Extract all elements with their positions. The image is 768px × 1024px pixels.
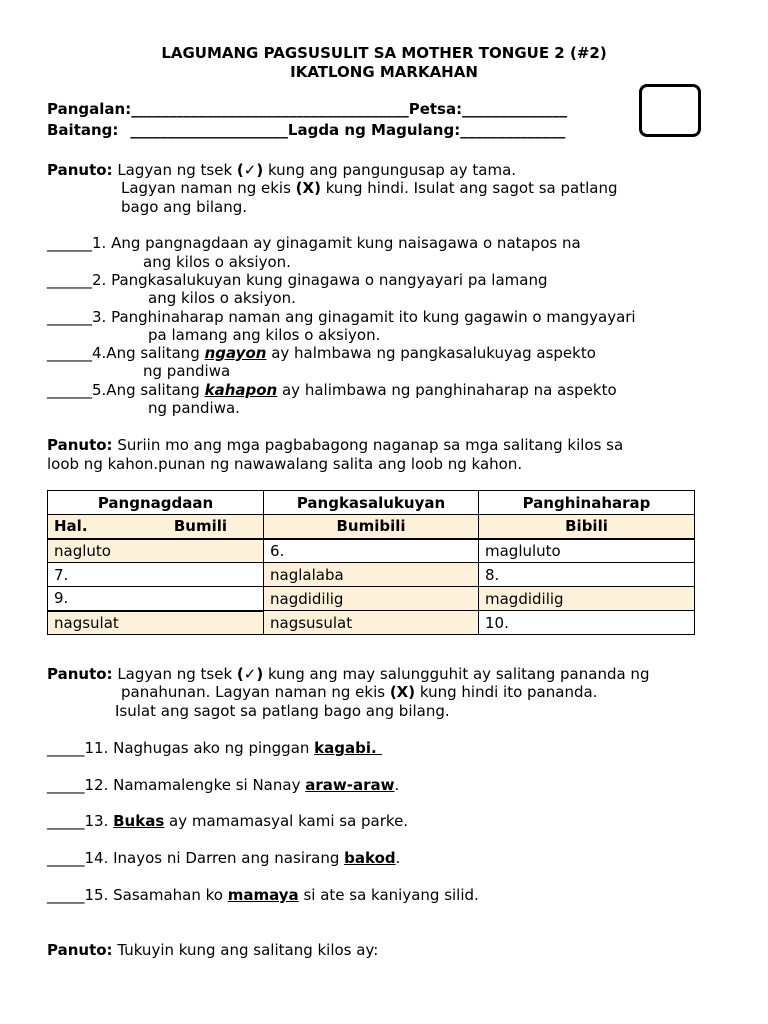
instructions-text: kung ang pangungusap ay tama. — [263, 161, 517, 179]
instructions-2 — [47, 436, 623, 454]
question-text: 4.Ang salitang — [92, 344, 205, 362]
question-12 — [47, 776, 399, 794]
question-text: 11. Naghugas ako ng pinggan — [84, 739, 315, 757]
example-word: Bumili — [173, 517, 227, 536]
table-example-row — [48, 515, 695, 539]
underlined-word: ngayon — [204, 344, 267, 362]
instructions-text: Tukuyin kung ang salitang kilos ay: — [112, 941, 379, 959]
question-text: ay halimbawa ng panghinaharap na aspekto — [277, 381, 617, 399]
answer-blank[interactable]: ______ — [47, 308, 92, 326]
question-2-cont: ang kilos o aksiyon. — [148, 289, 296, 307]
question-13 — [47, 812, 408, 830]
table-cell: nagdidilig — [264, 587, 479, 611]
table-cell-answer[interactable]: 10. — [479, 611, 695, 635]
instructions-text: kung hindi. Isulat ang sagot sa patlang — [320, 179, 618, 197]
question-text: 15. Sasamahan ko — [84, 886, 228, 904]
question-text: . — [394, 776, 400, 794]
answer-blank[interactable]: _____ — [47, 849, 85, 867]
instructions-3-line2 — [121, 683, 597, 701]
instructions-1-line3: bago ang bilang. — [121, 198, 248, 216]
table-cell-answer[interactable]: 9. — [48, 587, 264, 611]
instructions-label: Panuto: — [47, 436, 113, 454]
grade-blank: _____________________ — [130, 121, 288, 139]
underlined-word: kahapon — [204, 381, 278, 399]
table-cell: magluluto — [479, 539, 695, 563]
answer-blank[interactable]: _____ — [47, 776, 85, 794]
underlined-word: bakod — [344, 849, 396, 867]
grade-field — [47, 121, 565, 139]
instructions-text: Lagyan naman ng ekis — [121, 179, 296, 197]
table-row — [48, 611, 695, 635]
question-3-cont: pa lamang ang kilos o aksiyon. — [148, 326, 381, 344]
question-1 — [47, 234, 581, 252]
underlined-word: Bukas — [113, 812, 165, 830]
instructions-text: Lagyan ng tsek — [112, 665, 237, 683]
instructions-label: Panuto: — [47, 941, 113, 959]
table-cell: naglalaba — [264, 563, 479, 587]
table-cell-answer[interactable]: 6. — [264, 539, 479, 563]
question-text: si ate sa kaniyang silid. — [298, 886, 479, 904]
question-2 — [47, 271, 548, 289]
example-cell: Bumibili — [264, 515, 479, 539]
question-11 — [47, 739, 382, 757]
grade-label: Baitang: — [47, 121, 119, 139]
table-cell: nagsulat — [48, 611, 264, 635]
question-text: ay halmbawa ng pangkasalukuyag aspekto — [266, 344, 596, 362]
table-cell: nagsusulat — [264, 611, 479, 635]
question-text: 3. Panghinaharap naman ang ginagamit ito kung gagawin o mangyayari — [92, 308, 636, 326]
answer-blank[interactable]: ______ — [47, 344, 92, 362]
instructions-3 — [47, 665, 649, 683]
instructions-label: Panuto: — [47, 161, 113, 179]
question-text: 2. Pangkasalukuyan kung ginagawa o nangyayari pa lamang — [92, 271, 548, 289]
instructions-1 — [47, 161, 516, 179]
table-cell: nagluto — [48, 539, 264, 563]
header-pangkasalukuyan: Pangkasalukuyan — [264, 491, 479, 515]
instructions-2-line2: loob ng kahon.punan ng nawawalang salita ang loob ng kahon. — [47, 455, 523, 473]
question-text: 5.Ang salitang — [92, 381, 205, 399]
question-text: . — [395, 849, 401, 867]
x-symbol: (X) — [389, 683, 416, 701]
header-panghinaharap: Panghinaharap — [479, 491, 695, 515]
instructions-text: Lagyan ng tsek — [112, 161, 237, 179]
parent-signature-blank: ______________ — [460, 121, 566, 139]
underlined-word: mamaya — [227, 886, 299, 904]
instructions-label: Panuto: — [47, 665, 113, 683]
header-pangnagdaan: Pangnagdaan — [48, 491, 264, 515]
question-1-cont: ang kilos o aksiyon. — [143, 253, 291, 271]
instructions-text: kung ang may salungguhit ay salitang pananda ng — [263, 665, 650, 683]
instructions-3-line3: Isulat ang sagot sa patlang bago ang bilang. — [115, 702, 450, 720]
check-symbol: (✓) — [236, 161, 264, 179]
question-4 — [47, 344, 596, 362]
example-label: Hal. — [54, 517, 88, 536]
question-text: 14. Inayos ni Darren ang nasirang — [84, 849, 345, 867]
question-text: 1. Ang pangnagdaan ay ginagamit kung naisagawa o natapos na — [92, 234, 581, 252]
table-cell: magdidilig — [479, 587, 695, 611]
table-cell-answer[interactable]: 7. — [48, 563, 264, 587]
example-cell — [48, 515, 264, 539]
score-box — [639, 84, 701, 137]
answer-blank[interactable]: ______ — [47, 234, 92, 252]
answer-blank[interactable]: _____ — [47, 886, 85, 904]
date-blank: ______________ — [462, 100, 568, 118]
parent-signature-label: Lagda ng Magulang: — [287, 121, 461, 139]
question-text: ay mamamasyal kami sa parke. — [164, 812, 409, 830]
date-label: Petsa: — [408, 100, 463, 118]
question-5 — [47, 381, 617, 399]
verb-aspect-table — [47, 490, 695, 635]
question-text: 12. Namamalengke si Nanay — [84, 776, 306, 794]
question-14 — [47, 849, 400, 867]
question-15 — [47, 886, 479, 904]
instructions-text: Suriin mo ang mga pagbabagong naganap sa mga salitang kilos sa — [112, 436, 624, 454]
table-row — [48, 587, 695, 611]
instructions-text: kung hindi ito pananda. — [415, 683, 598, 701]
instructions-1-line2 — [121, 179, 618, 197]
example-cell: Bibili — [479, 515, 695, 539]
instructions-4 — [47, 941, 378, 959]
answer-blank[interactable]: ______ — [47, 271, 92, 289]
question-text: 13. — [84, 812, 114, 830]
underlined-word: kagabi. — [314, 739, 382, 757]
name-blank: _____________________________________ — [131, 100, 409, 118]
instructions-text: panahunan. Lagyan naman ng ekis — [121, 683, 390, 701]
question-5-cont: ng pandiwa. — [148, 399, 240, 417]
answer-blank[interactable]: ______ — [47, 381, 92, 399]
question-4-cont: ng pandiwa — [143, 362, 231, 380]
x-symbol: (X) — [295, 179, 321, 197]
name-label: Pangalan: — [47, 100, 132, 118]
answer-blank[interactable]: _____ — [47, 812, 85, 830]
page-title: LAGUMANG PAGSUSULIT SA MOTHER TONGUE 2 (#2) — [161, 44, 607, 62]
check-symbol: (✓) — [236, 665, 264, 683]
answer-blank[interactable]: _____ — [47, 739, 85, 757]
table-header-row — [48, 491, 695, 515]
question-3 — [47, 308, 636, 326]
page-subtitle: IKATLONG MARKAHAN — [290, 63, 478, 81]
table-cell-answer[interactable]: 8. — [479, 563, 695, 587]
underlined-word: araw-araw — [305, 776, 395, 794]
name-field — [47, 100, 567, 118]
table-row — [48, 563, 695, 587]
table-row — [48, 539, 695, 563]
